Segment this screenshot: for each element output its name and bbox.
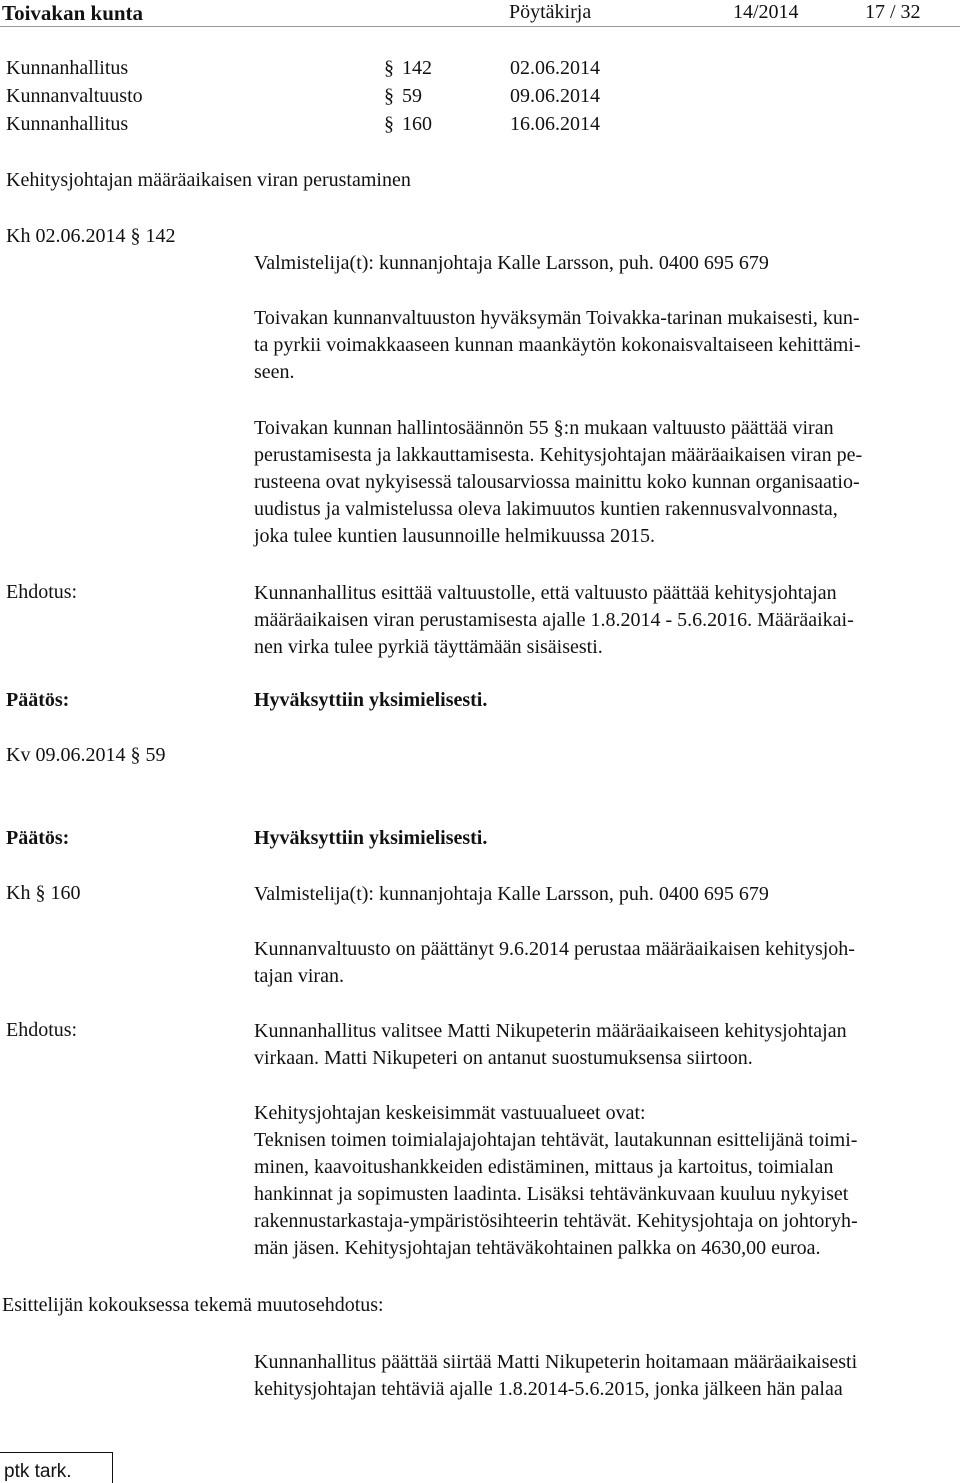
history-date: 02.06.2014	[510, 57, 600, 79]
kh2-reference-body: Kh	[6, 882, 31, 904]
kv-decision: Hyväksyttiin yksimielisesti.	[254, 827, 488, 849]
kh1-reference-date: Kh 02.06.2014	[6, 225, 126, 247]
kv-reference	[6, 744, 165, 767]
section-symbol: §	[384, 57, 394, 79]
section-symbol: §	[130, 744, 141, 766]
history-date: 09.06.2014	[510, 85, 600, 107]
kh2-duties: Kehitysjohtajan keskeisimmät vastuualueet ovat: Teknisen toimen toimialajajohtajan tehtävät, lautakunnan esittelijänä toimi- minen, kaavoitushankkeiden edistäminen, mittaus ja kartoitus, toimialan hankinnat ja sopimusten laadinta. Lisäksi tehtävänkuvaan kuuluu nykyiset rakennustarkastaja-ympäristösihteerin tehtävät. Kehitysjohtaja on johtoryh- män jäsen. Kehitysjohtajan tehtäväkohtainen palkka on 4630,00 euroa.	[254, 1102, 858, 1259]
kh1-preparer: Valmistelija(t): kunnanjohtaja Kalle Larsson, puh. 0400 695 679	[254, 252, 769, 274]
kh2-proposal: Kunnanhallitus valitsee Matti Nikupeterin määräaikaiseen kehitysjohtajan virkaan. Matti Nikupeteri on antanut suostumuksensa siirtoon.	[254, 1020, 847, 1069]
kh1-decision-label: Päätös:	[6, 689, 70, 711]
section-symbol: §	[384, 85, 394, 107]
kh1-proposal-label: Ehdotus:	[6, 581, 78, 603]
kh2-preparer: Valmistelija(t): kunnanjohtaja Kalle Larsson, puh. 0400 695 679	[254, 883, 769, 905]
kv-reference-number: 59	[145, 744, 166, 766]
kv-decision-label: Päätös:	[6, 827, 70, 849]
document-type: Pöytäkirja	[509, 1, 592, 23]
page-number: 17 / 32	[865, 1, 921, 23]
kh2-paragraph-1: Kunnanvaltuusto on päättänyt 9.6.2014 perustaa määräaikaisen kehitysjoh- tajan viran.	[254, 938, 855, 987]
kh2-amendment: Kunnanhallitus päättää siirtää Matti Nikupeterin hoitamaan määräaikaisesti kehitysjohtajan tehtäviä ajalle 1.8.2014-5.6.2015, jonka jälkeen hän palaa	[254, 1351, 858, 1400]
kh1-paragraph-2: Toivakan kunnan hallintosäännön 55 §:n mukaan valtuusto päättää viran perustamisesta ja lakkauttamisesta. Kehitysjohtajan määräaikaisen viran pe- rusteena ovat nykyisessä talousarviossa mainittu koko kunnan organisaatio- uudistus ja valmistelussa oleva lakimuutos kuntien rakennusvalvonnasta, joka tulee kuntien lausunnoille helmikuussa 2015.	[254, 417, 863, 547]
kv-reference-date: Kv 09.06.2014	[6, 744, 126, 766]
kh1-reference	[6, 225, 175, 248]
kh1-proposal: Kunnanhallitus esittää valtuustolle, että valtuusto päättää kehitysjohtajan määräaikaisen viran perustamisesta ajalle 1.8.2014 - 5.6.2016. Määräaikai- nen virka tulee pyrkiä täyttämään sisäisesti.	[254, 582, 854, 658]
document-number: 14/2014	[733, 1, 799, 23]
history-body: Kunnanhallitus	[6, 57, 129, 79]
kh1-decision: Hyväksyttiin yksimielisesti.	[254, 689, 488, 711]
section-symbol: §	[35, 882, 46, 904]
municipality-name: Toivakan kunta	[2, 1, 144, 25]
history-section: 59	[402, 85, 422, 107]
history-section: 142	[402, 57, 432, 79]
page-header	[0, 0, 960, 27]
kh2-amendment-label: Esittelijän kokouksessa tekemä muutosehdotus:	[2, 1294, 384, 1316]
kh2-proposal-label: Ehdotus:	[6, 1019, 78, 1041]
minutes-checked-label: ptk tark.	[4, 1461, 72, 1482]
kh1-reference-number: 142	[145, 225, 176, 247]
history-section: 160	[402, 113, 432, 135]
document-title: Kehitysjohtajan määräaikaisen viran perustaminen	[6, 169, 411, 191]
history-body: Kunnanvaltuusto	[6, 85, 143, 107]
kh2-reference-number: 160	[50, 882, 81, 904]
kh1-paragraph-1: Toivakan kunnanvaltuuston hyväksymän Toivakka-tarinan mukaisesti, kun- ta pyrkii voimakkaaseen kunnan maankäytön kokonaisvaltaiseen kehittämi- seen.	[254, 307, 861, 383]
history-body: Kunnanhallitus	[6, 113, 129, 135]
history-date: 16.06.2014	[510, 113, 600, 135]
section-symbol: §	[130, 225, 141, 247]
section-symbol: §	[384, 113, 394, 135]
section-symbol: §	[553, 417, 564, 439]
kh2-reference	[6, 882, 80, 905]
minutes-checked-box	[0, 1452, 113, 1483]
